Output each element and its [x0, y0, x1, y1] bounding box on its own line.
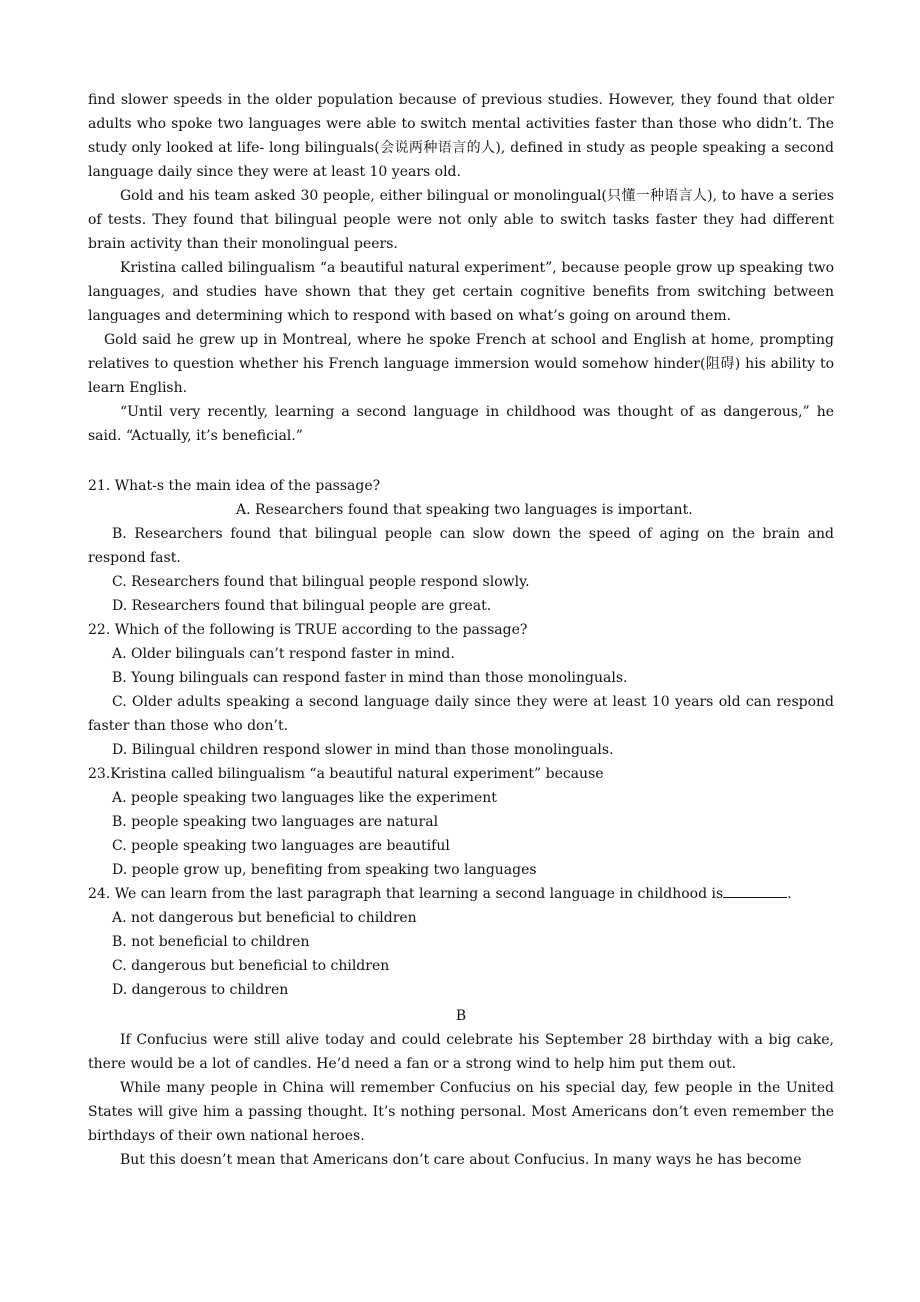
- answer-blank[interactable]: [723, 883, 787, 898]
- passage-b-paragraph-2: While many people in China will remember Confucius on his special day, few people in the United States will give him a passing thought. It’s nothing personal. Most Americans don’t even remember the birthdays of their own national heroes.: [88, 1080, 834, 1144]
- passage-a: [88, 88, 834, 448]
- question-option: C. dangerous but beneficial to children: [112, 958, 390, 974]
- passage-a-paragraph-5: “Until very recently, learning a second language in childhood was thought of as dangerous,” he said. “Actually, it’s beneficial.”: [88, 404, 834, 444]
- question-option: B. not beneficial to children: [112, 934, 310, 950]
- question-section: [88, 474, 834, 1002]
- question-21: [88, 474, 834, 618]
- question-option: A. not dangerous but beneficial to children: [112, 910, 417, 926]
- question-stem-end: .: [787, 886, 792, 902]
- question-stem: 23.Kristina called bilingualism “a beautiful natural experiment” because: [88, 766, 604, 782]
- question-stem: 24. We can learn from the last paragraph that learning a second language in childhood is: [88, 886, 724, 902]
- question-stem: 21. What-s the main idea of the passage?: [88, 478, 381, 494]
- question-option: C. people speaking two languages are beautiful: [112, 838, 450, 854]
- question-option: A. Older bilinguals can’t respond faster in mind.: [112, 646, 455, 662]
- question-option: C. Researchers found that bilingual people respond slowly.: [112, 574, 530, 590]
- question-option: C. Older adults speaking a second language daily since they were at least 10 years old can respond faster than those who don’t.: [88, 694, 834, 734]
- question-24: [88, 882, 834, 1002]
- passage-a-paragraph-3: Kristina called bilingualism “a beautiful natural experiment”, because people grow up speaking two languages, and studies have shown that they get certain cognitive benefits from switching between languages and determining which to respond with based on what’s going on around them.: [88, 260, 834, 324]
- passage-b: [88, 1004, 834, 1172]
- question-option: A. people speaking two languages like the experiment: [112, 790, 497, 806]
- question-option: B. Young bilinguals can respond faster in mind than those monolinguals.: [112, 670, 628, 686]
- passage-a-paragraph-1: find slower speeds in the older population because of previous studies. However, they found that older adults who spoke two languages were able to switch mental activities faster than those who didn’t. The study only looked at life- long bilinguals(会说两种语言的人), defined in study as people speaking a second language daily since they were at least 10 years old.: [88, 92, 834, 180]
- passage-b-paragraph-3: But this doesn’t mean that Americans don’t care about Confucius. In many ways he has become: [120, 1152, 802, 1168]
- passage-a-paragraph-4: Gold said he grew up in Montreal, where he spoke French at school and English at home, prompting relatives to question whether his French language immersion would somehow hinder(阻碍) his ability to learn English.: [88, 332, 834, 396]
- question-23: [88, 762, 834, 882]
- passage-b-heading: B: [455, 1008, 467, 1024]
- question-option: D. Bilingual children respond slower in mind than those monolinguals.: [112, 742, 614, 758]
- question-option: D. Researchers found that bilingual people are great.: [112, 598, 492, 614]
- question-22: [88, 618, 834, 762]
- question-option: A. Researchers found that speaking two languages is important.: [236, 502, 693, 518]
- question-stem: 22. Which of the following is TRUE according to the passage?: [88, 622, 528, 638]
- question-stem-line: [88, 882, 834, 906]
- question-option: D. dangerous to children: [112, 982, 289, 998]
- question-option: D. people grow up, benefiting from speaking two languages: [112, 862, 537, 878]
- passage-b-paragraph-1: If Confucius were still alive today and could celebrate his September 28 birthday with a big cake, there would be a lot of candles. He’d need a fan or a strong wind to help him put them out.: [88, 1032, 834, 1072]
- question-option: B. Researchers found that bilingual people can slow down the speed of aging on the brain and respond fast.: [88, 526, 834, 566]
- question-option: B. people speaking two languages are natural: [112, 814, 439, 830]
- passage-a-paragraph-2: Gold and his team asked 30 people, either bilingual or monolingual(只懂一种语言人), to have a series of tests. They found that bilingual people were not only able to switch tasks faster they had different brain activity than their monolingual peers.: [88, 188, 834, 252]
